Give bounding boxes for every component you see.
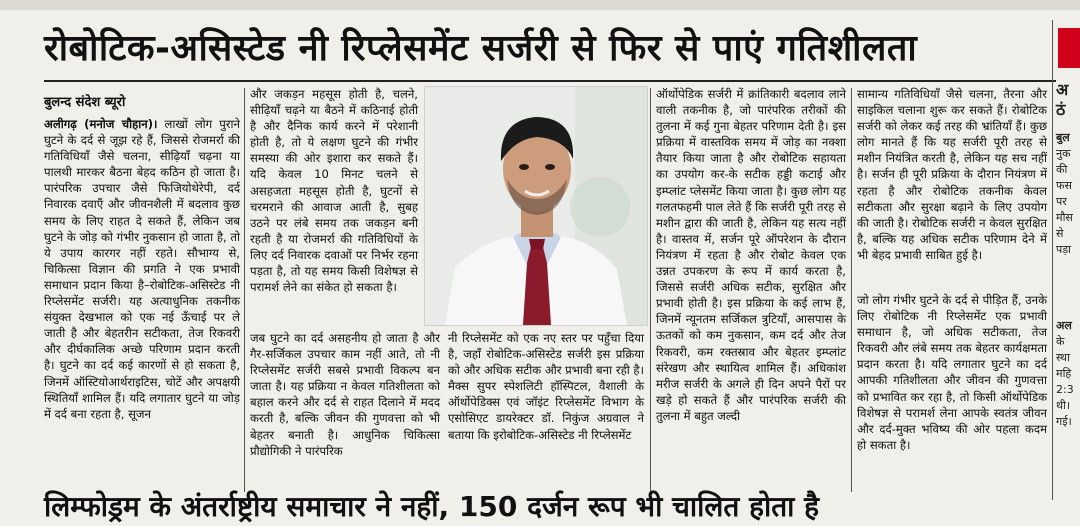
- column-divider: [1052, 20, 1053, 500]
- adjacent-article-fragment: फस: [1056, 179, 1072, 192]
- column-2-text-continued: जब घुटने का दर्द असहनीय हो जाता है और गैर-सर्जिकल उपचार काम नहीं आते, तो नी रिप्लेसमेंट सर्जरी सबसे प्रभावी विकल्प बन जाता है। यह प्रक्रिया न केवल गतिशीलता को बहाल करने और दर्द से राहत दिलाने में मदद करती है, बल्कि जीवन की गुणवत्ता को भी बेहतर बनाती है। आधुनिक चिकित्सा प्रौद्योगिकी ने पारंपरिक: [250, 331, 440, 458]
- column-2-top: [250, 86, 418, 330]
- adjacent-article-fragment: से: [1056, 227, 1064, 240]
- column-1: [44, 116, 240, 496]
- column-2-bottom: [250, 330, 440, 494]
- column-divider: [244, 88, 245, 492]
- adjacent-article-fragment: अल: [1056, 319, 1072, 332]
- byline: बुलन्द संदेश ब्यूरो: [44, 95, 126, 110]
- column-4-text: ऑर्थोपेडिक सर्जरी में क्रांतिकारी बदलाव लाने वाली तकनीक है, जो पारंपरिक तरीकों की तुलना में कई गुना बेहतर परिणाम देती है। इस प्रक्रिया में वास्तविक समय में जोड़ का नक्शा तैयार किया जाता है और रोबोटिक सहायता का उपयोग कर-के सटीक हड्डी कटाई और इम्प्लांट प्लेसमेंट किया जाता है। कुछ लोग यह गलतफहमी पाल लेते हैं कि सर्जरी पूरी तरह से मशीन द्वारा की जाती है, लेकिन यह सत्य नहीं है। वास्तव में, सर्जन पूरे ऑपरेशन के दौरान नियंत्रण में रहता है और रोबोट केवल एक उन्नत उपकरण के रूप में कार्य करता है, जिससे सर्जरी अधिक सटीक, सुरक्षित और प्रभावी होती है। इस प्रक्रिया के कई लाभ हैं, जिनमें न्यूनतम सर्जिकल त्रुटियाँ, आसपास के ऊतकों को कम नुकसान, कम दर्द और तेज रिकवरी, कम रक्तस्राव और बेहतर इम्प्लांट संरेखण और स्थायित्व शामिल हैं। अधिकांश मरीज सर्जरी के अगले ही दिन अपने पैरों पर खड़े हो सकते हैं और पारंपरिक सर्जरी की तुलना में बहुत जल्दी: [656, 87, 846, 423]
- top-margin: [0, 0, 1080, 10]
- column-divider: [851, 88, 852, 492]
- next-article-headline: [44, 490, 1054, 523]
- adjacent-article-fragment: पड़ा: [1056, 243, 1071, 256]
- adjacent-article-fragment: महि: [1056, 367, 1072, 380]
- column-3-text: नी रिप्लेसमेंट को एक नए स्तर पर पहुँचा दिया है, जहाँ रोबोटिक-असिस्टेड सर्जरी इस प्रक्रिया को और अधिक सटीक और प्रभावी बना रही है।मैक्स सुपर स्पेशलिटी हॉस्पिटल, वैशाली के ऑर्थोपेडिक्स एवं जॉइंट रिप्लेसमेंट विभाग के एसोसिएट डायरेक्टर डॉ. निकुंज अग्रवाल ने बताया कि इरोबोटिक-असिस्टेड नी रिप्लेसमेंट: [448, 331, 644, 442]
- column-5-bottom: [857, 292, 1047, 496]
- column-3: [448, 330, 644, 494]
- adjacent-article-fragment: बुल: [1056, 131, 1070, 144]
- column-divider: [650, 88, 651, 492]
- column-4: [656, 86, 846, 496]
- column-2-text: और जकड़न महसूस होती है, चलने, सीढ़ियाँ चढ़ने या बैठने में कठिनाई होती है और दैनिक कार्य करने में परेशानी होती है, तो ये लक्षण घुटने की गंभीर समस्या की ओर इशारा कर सकते हैं। यदि केवल 10 मिनट चलने से असहजता महसूस होती है, घुटनों से चरमराने की आवाज आती है, सुबह उठने पर लंबे समय तक जकड़न बनी रहती है या रोजमर्रा की गतिविधियों के लिए दर्द निवारक दवाओं पर निर्भर रहना पड़ता है, तो यह समय किसी विशेषज्ञ से परामर्श लेने का संकेत हो सकता है।: [250, 87, 418, 295]
- adjacent-article-fragment: नुक: [1056, 147, 1071, 160]
- next-article-headline-text: लिम्फोड्रम के अंतर्राष्ट्रीय समाचार ने नहीं, 150 दर्जन रूप भी चालित होता है: [44, 490, 820, 523]
- adjacent-article-fragment: पर: [1056, 195, 1067, 208]
- doctor-photo: [424, 86, 648, 326]
- column-5-text: सामान्य गतिविधियाँ जैसे चलना, तैरना और साइकिल चलाना शुरू कर सकते हैं। रोबोटिक सर्जरी को लेकर कई तरह की भ्रांतियाँ हैं। कुछ लोग मानते हैं कि यह सर्जरी पूरी तरह से मशीन नियंत्रित करती है, लेकिन यह सच नहीं है। सर्जन ही पूरी प्रक्रिया के दौरान नियंत्रण में रहता है और रोबोटिक तकनीक केवल सटीकता और सुरक्षा बढ़ाने के लिए उपयोग की जाती है। रोबोटिक सर्जरी न केवल सुरक्षित है, बल्कि यह अधिक सटीक परिणाम देने में भी बेहद प्रभावी साबित हुई है।: [857, 87, 1047, 262]
- adjacent-article-fragment: 2:3: [1056, 383, 1074, 396]
- column-1-text: लाखों लोग पुराने घुटने के दर्द से जूझ रहे हैं, जिससे रोजमर्रा की गतिविधियाँ जैसे चलना, सीढ़ियाँ चढ़ना या पालथी मारकर बैठना बेहद कठिन हो जाता है। पारंपरिक उपचार जैसे फिजियोथेरेपी, दर्द निवारक दवाएँ और जीवनशैली में बदलाव कुछ समय के लिए राहत दे सकते हैं, लेकिन जब घुटने के जोड़ को गंभीर नुकसान हो जाता है, तो ये उपाय कारगर नहीं रहते। सौभाग्य से, चिकित्सा विज्ञान की प्रगति ने एक प्रभावी समाधान प्रदान किया है–रोबोटिक-असिस्टेड नी रिप्लेसमेंट सर्जरी। यह अत्याधुनिक तकनीक संयुक्त देखभाल को एक नई ऊँचाई पर ले जाती है और बेहतरीन सटीकता, तेज रिकवरी और दीर्घकालिक अच्छे परिणाम प्रदान करती है। घुटने का दर्द कई कारणों से हो सकता है, जिनमें ऑस्टियोआर्थराइटिस, चोटें और अपक्षयी स्थितियाँ शामिल हैं। यदि लगातार घुटने या जोड़ में दर्द बना रहता है, सूजन: [44, 117, 240, 421]
- adjacent-article-fragment: के: [1056, 335, 1065, 348]
- adjacent-article-strip: [1056, 80, 1080, 500]
- adjacent-article-fragment: स्था: [1056, 351, 1070, 364]
- headline-rule: [44, 80, 1056, 82]
- article-headline: रोबोटिक-असिस्टेड नी रिप्लेसमेंट सर्जरी से फिर से पाएं गतिशीलता: [44, 28, 918, 69]
- dateline: अलीगढ़ (मनोज चौहान)।: [44, 117, 158, 131]
- adjacent-article-fragment: गई।: [1056, 415, 1072, 428]
- column-5-text-continued: जो लोग गंभीर घुटने के दर्द से पीड़ित हैं, उनके लिए रोबोटिक नी रिप्लेसमेंट एक प्रभावी समाधान है, जो अधिक सटीकता, तेज रिकवरी और लंबे समय तक बेहतर कार्यक्षमता प्रदान करता है। यदि लगातार घुटने का दर्द आपकी गतिशीलता और जीवन की गुणवत्ता को प्रभावित कर रहा है, तो किसी ऑर्थोपेडिक विशेषज्ञ से परामर्श लेना आपके स्वतंत्र जीवन और दर्द-मुक्त भविष्य की ओर पहला कदम हो सकता है।: [857, 293, 1047, 452]
- adjacent-article-letter: अ: [1056, 80, 1069, 99]
- section-tab: [1058, 28, 1080, 68]
- adjacent-article-fragment: की: [1056, 163, 1068, 176]
- column-5-top: [857, 86, 1047, 292]
- adjacent-article-fragment: मौस: [1056, 211, 1073, 224]
- adjacent-article-fragment: थी।: [1056, 399, 1071, 412]
- doctor-portrait-image: [425, 87, 647, 325]
- adjacent-article-letter: ठं: [1056, 100, 1066, 119]
